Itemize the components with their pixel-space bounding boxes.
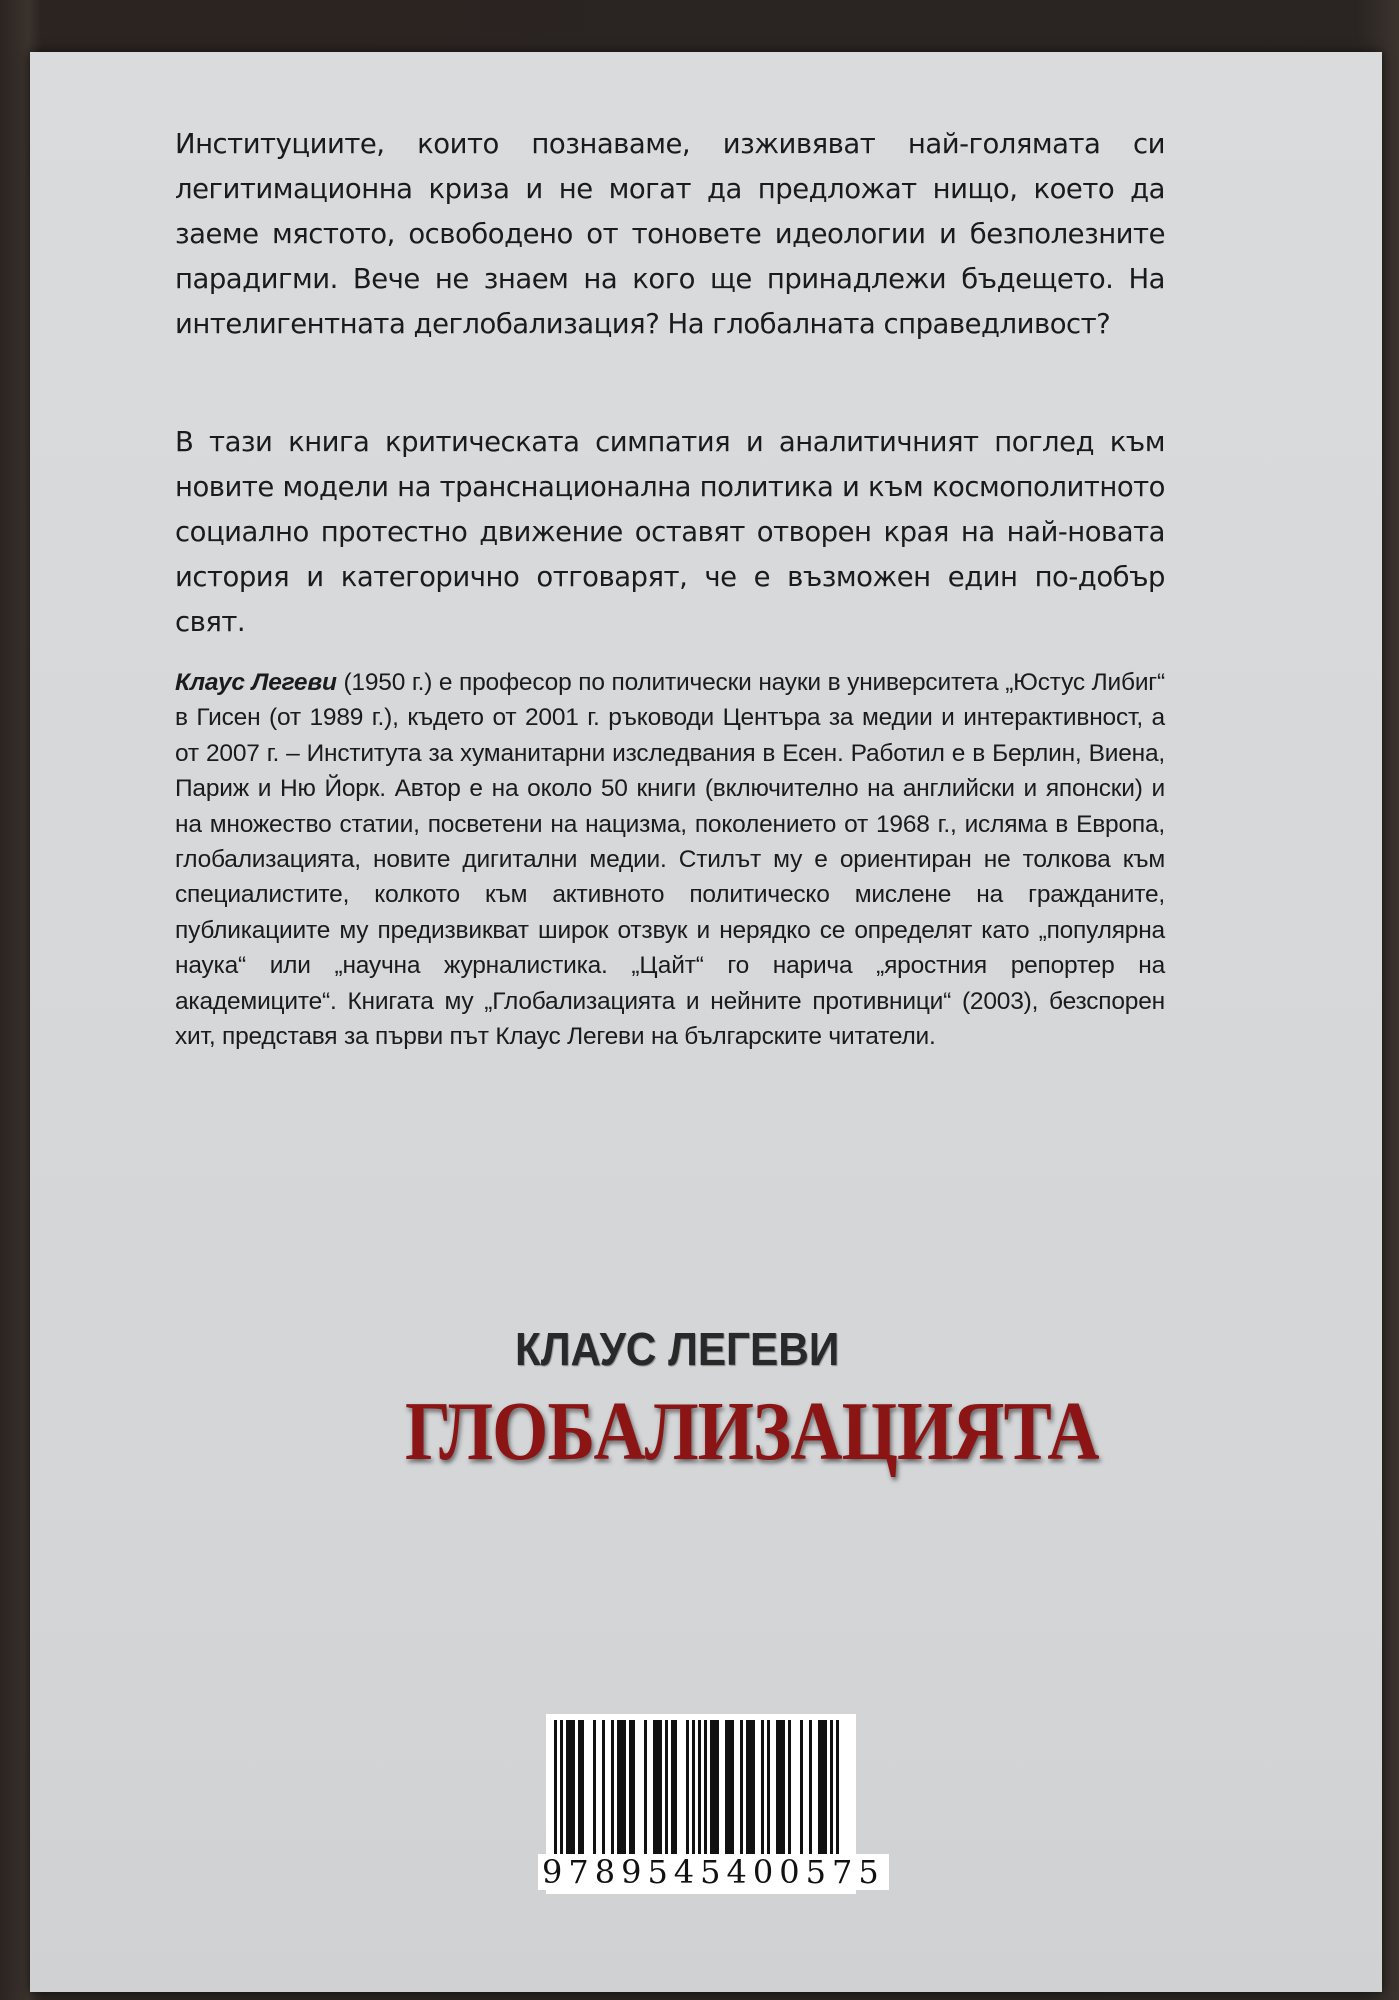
blurb-paragraph-2: В тази книга критическата симпатия и аналитичният поглед към новите модели на транснационална политика и към космополитното социално протестно движение оставят отворен края на най-новата история и категорично отговарят, че е възможен един по-добър свят. bbox=[175, 426, 1165, 638]
barcode-bar bbox=[836, 1720, 839, 1870]
barcode-bar bbox=[830, 1720, 833, 1870]
barcode-bar bbox=[656, 1720, 659, 1854]
barcode-bar bbox=[704, 1720, 707, 1854]
barcode-bar bbox=[623, 1720, 626, 1854]
barcode-bar bbox=[554, 1720, 557, 1870]
barcode-bar bbox=[581, 1720, 584, 1854]
barcode-bar bbox=[617, 1720, 620, 1854]
barcode-bar bbox=[560, 1720, 563, 1870]
barcode-bar bbox=[692, 1720, 695, 1870]
barcode-bar bbox=[800, 1720, 803, 1854]
barcode-bar bbox=[725, 1720, 728, 1854]
barcode-bar bbox=[602, 1720, 605, 1854]
barcode-bar bbox=[746, 1720, 749, 1854]
barcode-bar bbox=[569, 1720, 572, 1854]
author-bio bbox=[175, 665, 1165, 1054]
barcode-bar bbox=[767, 1720, 770, 1854]
barcode-bar bbox=[740, 1720, 743, 1854]
barcode-bar bbox=[809, 1720, 812, 1854]
barcode-bar bbox=[776, 1720, 779, 1854]
barcode-bar bbox=[710, 1720, 713, 1854]
barcode-bar bbox=[698, 1720, 701, 1870]
barcode-bar bbox=[611, 1720, 614, 1854]
barcode-bar bbox=[788, 1720, 791, 1854]
barcode-bar bbox=[824, 1720, 827, 1854]
barcode-bar bbox=[644, 1720, 647, 1854]
barcode-bar bbox=[653, 1720, 656, 1854]
barcode-bar bbox=[593, 1720, 596, 1854]
author-bio-text: (1950 г.) е професор по политически науки в университета „Юстус Либиг“ в Гисен (от 1989 г.), където от 2001 г. ръководи Центъра за медии и интерактивност, а от 2007 г. – Института за хуманитарни изследвания в Есен. Работил е в Берлин, Виена, Париж и Ню Йорк. Автор е на около 50 книги (включително на английски и японски) и на множество статии, посветени на нацизма, поколението от 1968 г., исляма в Европа, глобализацията, новите дигитални медии. Стилът му е ориентиран не толкова към специалистите, колкото към активното политическо мислене на гражданите, публикациите му предизвикват широк отзвук и нерядко се определят като „популярна наука“ или „научна журналистика. „Цайт“ го нарича „яростния репортер на академиците“. Книгата му „Глобализацията и нейните противници“ (2003), безспорен хит, представя за първи път Клаус Легеви на българските читатели. bbox=[175, 669, 1165, 1051]
barcode-bar bbox=[632, 1720, 635, 1854]
barcode-bar bbox=[749, 1720, 752, 1854]
barcode-bar bbox=[674, 1720, 677, 1854]
blurb-paragraph-1: Институциите, които познаваме, изживяват най-голямата си легитимационна криза и не могат да предложат нищо, което да заеме мястото, освободено от тоновете идеологии и безполезните парадигми. Вече не знаем на кого ще принадлежи бъдещето. На интелигентната деглобализация? На глобалната справедливост? bbox=[175, 128, 1165, 340]
barcode-bars bbox=[550, 1720, 852, 1870]
barcode-bar bbox=[779, 1720, 782, 1854]
barcode-bar bbox=[752, 1720, 755, 1854]
barcode-bar bbox=[761, 1720, 764, 1854]
barcode-bar bbox=[716, 1720, 719, 1854]
barcode-bar bbox=[731, 1720, 734, 1854]
barcode-bar bbox=[566, 1720, 569, 1854]
barcode-bar bbox=[713, 1720, 716, 1854]
barcode-bar bbox=[686, 1720, 689, 1854]
barcode-bar bbox=[818, 1720, 821, 1854]
barcode-bar bbox=[671, 1720, 674, 1854]
author-heading: КЛАУС ЛЕГЕВИ bbox=[515, 1323, 840, 1375]
book-title: ГЛОБАЛИЗАЦИЯТА bbox=[405, 1385, 1099, 1478]
barcode-bar bbox=[620, 1720, 623, 1854]
barcode-bar bbox=[578, 1720, 581, 1854]
barcode-bar bbox=[659, 1720, 662, 1854]
barcode-bar bbox=[728, 1720, 731, 1854]
barcode-bar bbox=[572, 1720, 575, 1854]
barcode-bar bbox=[665, 1720, 668, 1854]
barcode-bar bbox=[782, 1720, 785, 1854]
author-bio-name: Клаус Легеви bbox=[175, 669, 337, 696]
barcode-bar bbox=[821, 1720, 824, 1854]
barcode-bar bbox=[629, 1720, 632, 1854]
isbn-number: 9789545400575 bbox=[538, 1854, 889, 1890]
